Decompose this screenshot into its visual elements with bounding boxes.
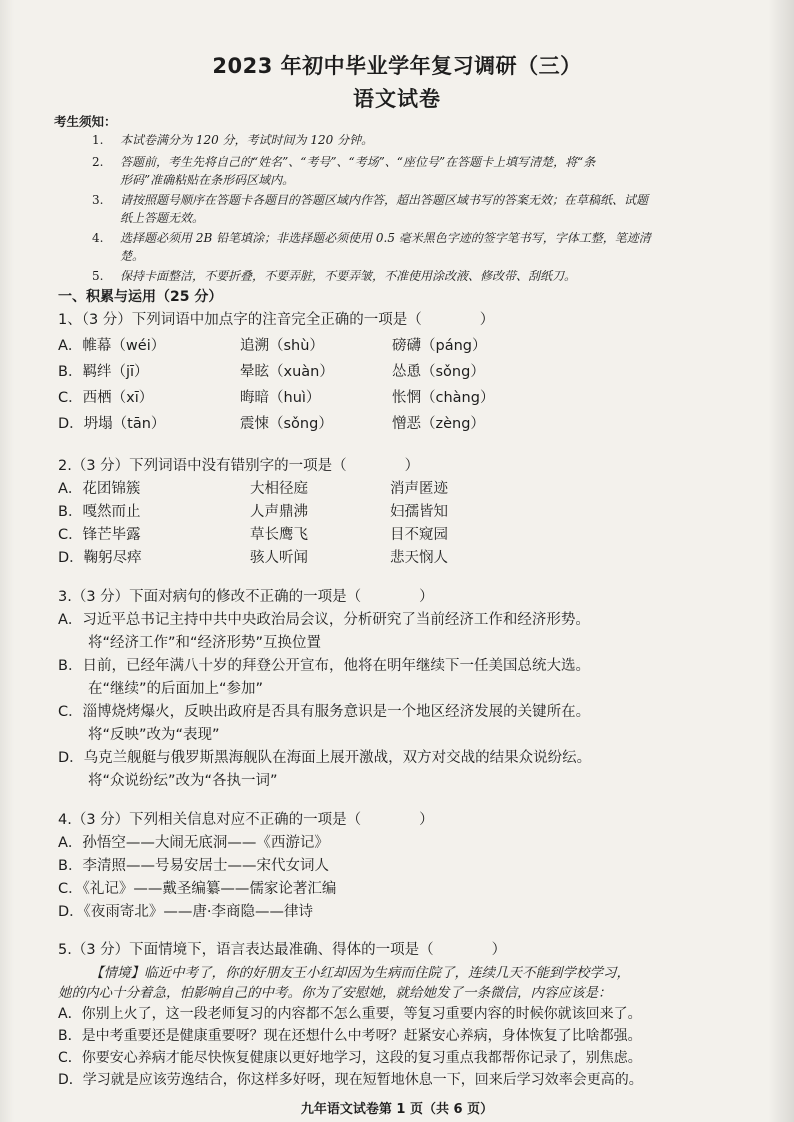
question-4-stem: 4.（3 分）下列相关信息对应不正确的一项是（ ）	[58, 812, 434, 828]
question-3-revision-d: 将“众说纷纭”改为“各执一词”	[88, 773, 278, 789]
option-word: 怂恿（sǒng）	[392, 364, 485, 380]
option-word: 怅惘（chàng）	[392, 390, 495, 406]
question-5-option-d: D．学习就是应该劳逸结合，你这样多好呀，现在短暂地休息一下，回来后学习效率会更高的。	[58, 1072, 643, 1088]
option-word: 震悚（sǒng）	[240, 416, 333, 432]
notice-item-number: 3.	[92, 193, 104, 207]
option-word: C．西栖（xī）	[58, 390, 154, 406]
option-word: 晕眩（xuàn）	[240, 364, 334, 380]
option-word: 大相径庭	[250, 481, 308, 497]
option-word: 追溯（shù）	[240, 338, 324, 354]
question-5-stem: 5.（3 分）下面情境下，语言表达最准确、得体的一项是（ ）	[58, 942, 507, 958]
section-heading: 一、积累与运用（25 分）	[58, 289, 223, 305]
option-word: C．锋芒毕露	[58, 527, 141, 543]
option-word: A．花团锦簇	[58, 481, 141, 497]
question-3-option-b: B．日前，已经年满八十岁的拜登公开宣布，他将在明年继续下一任美国总统大选。	[58, 658, 590, 674]
notice-item-text: 纸上答题无效。	[120, 211, 205, 225]
exam-title: 2023 年初中毕业学年复习调研（三）	[212, 54, 582, 78]
question-3-revision-b: 在“继续”的后面加上“参加”	[88, 681, 264, 697]
question-4-option-a: A．孙悟空——大闹无底洞——《西游记》	[58, 835, 329, 851]
option-word: 消声匿迹	[390, 481, 448, 497]
page-edge-shadow-right	[768, 0, 794, 1122]
notice-item-text: 请按照题号顺序在答题卡各题目的答题区域内作答，超出答题区域书写的答案无效；在草稿纸、试题	[120, 193, 649, 207]
question-2-stem: 2.（3 分）下列词语中没有错别字的一项是（ ）	[58, 458, 420, 474]
option-word: 悲天悯人	[390, 550, 448, 566]
question-4-option-d: D．《夜雨寄北》——唐·李商隐——律诗	[58, 904, 314, 920]
notice-item-text: 本试卷满分为 120 分，考试时间为 120 分钟。	[120, 133, 374, 147]
exam-subtitle: 语文试卷	[353, 87, 441, 111]
option-word: 磅礴（páng）	[392, 338, 487, 354]
question-3-revision-a: 将“经济工作”和“经济形势”互换位置	[88, 635, 322, 651]
question-5-option-a: A．你别上火了，这一段老师复习的内容都不怎么重要，等复习重要内容的时候你就该回来了。	[58, 1006, 642, 1022]
question-5-option-b: B．是中考重要还是健康重要呀？现在还想什么中考呀？赶紧安心养病，身体恢复了比啥都强。	[58, 1028, 642, 1044]
question-4-option-c: C．《礼记》——戴圣编纂——儒家论著汇编	[58, 881, 337, 897]
notice-item-number: 4.	[92, 231, 104, 245]
notice-item-text: 形码”准确粘贴在条形码区域内。	[120, 173, 295, 187]
question-1-stem: 1、（3 分）下列词语中加点字的注音完全正确的一项是（ ）	[58, 312, 495, 328]
question-3-option-a: A．习近平总书记主持中共中央政治局会议，分析研究了当前经济工作和经济形势。	[58, 612, 590, 628]
option-word: B．嘎然而止	[58, 504, 141, 520]
option-word: 憎恶（zèng）	[392, 416, 485, 432]
notice-item-text: 保持卡面整洁，不要折叠，不要弄脏，不要弄皱，不准使用涂改液、修改带、刮纸刀。	[120, 269, 577, 283]
page-footer: 九年语文试卷第 1 页（共 6 页）	[300, 1102, 494, 1117]
question-3-revision-c: 将“反映”改为“表现”	[88, 727, 220, 743]
option-word: A．帷幕（wéi）	[58, 338, 166, 354]
notice-item-text: 选择题必须用 2B 铅笔填涂；非选择题必须使用 0.5 毫米黑色字迹的签字笔书写，字体工整，笔迹清	[120, 231, 651, 245]
notice-heading: 考生须知：	[54, 114, 117, 129]
question-5-context: 【情境】临近中考了，你的好朋友王小红却因为生病而住院了，连续几天不能到学校学习，	[90, 965, 630, 981]
option-word: 目不窥园	[390, 527, 448, 543]
option-word: 人声鼎沸	[250, 504, 308, 520]
question-5-option-c: C．你要安心养病才能尽快恢复健康以更好地学习，这段的复习重点我都帮你记录了，别焦虑。	[58, 1050, 642, 1066]
option-word: 草长鹰飞	[250, 527, 308, 543]
option-word: B．羁绊（jī）	[58, 364, 149, 380]
notice-item-number: 5.	[92, 269, 104, 283]
option-word: 妇孺皆知	[390, 504, 448, 520]
question-3-option-d: D．乌克兰舰艇与俄罗斯黑海舰队在海面上展开激战，双方对交战的结果众说纷纭。	[58, 750, 592, 766]
question-5-context-continued: 她的内心十分着急，怕影响自己的中考。你为了安慰她，就给她发了一条微信，内容应该是：	[58, 985, 612, 1001]
question-3-option-c: C．淄博烧烤爆火，反映出政府是否具有服务意识是一个地区经济发展的关键所在。	[58, 704, 591, 720]
page-edge-shadow-left	[0, 0, 14, 1122]
question-4-option-b: B．李清照——号易安居士——宋代女词人	[58, 858, 329, 874]
notice-item-number: 2.	[92, 155, 104, 169]
option-word: 晦暗（huì）	[240, 390, 321, 406]
option-word: D．坍塌（tān）	[58, 416, 166, 432]
notice-item-number: 1.	[92, 133, 104, 147]
option-word: 骇人听闻	[250, 550, 308, 566]
option-word: D．鞠躬尽瘁	[58, 550, 142, 566]
question-3-stem: 3.（3 分）下面对病句的修改不正确的一项是（ ）	[58, 589, 434, 605]
notice-item-text: 楚。	[120, 249, 145, 263]
notice-item-text: 答题前，考生先将自己的“姓名”、“考号”、“考场”、“座位号”在答题卡上填写清楚，将“条	[120, 155, 596, 169]
